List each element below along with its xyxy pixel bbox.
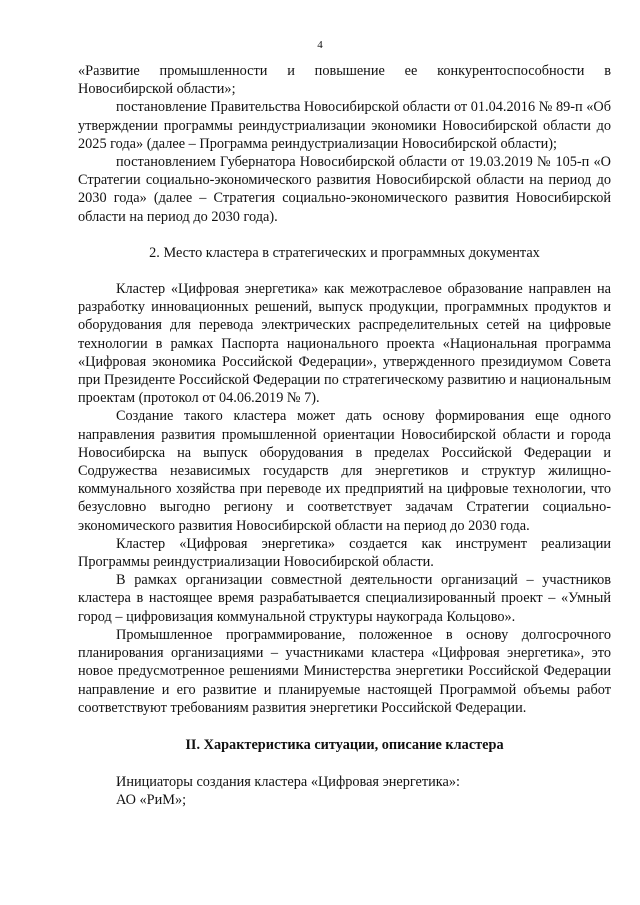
section-title: II. Характеристика ситуации, описание кластера bbox=[185, 736, 504, 753]
paragraph: В рамках организации совместной деятельности организаций – участников кластера в настоящее время разрабатывается специализированный проект – «Умный город – цифровизация коммунальной структуры наукограда Кольцово». bbox=[78, 572, 611, 625]
paragraph: Кластер «Цифровая энергетика» как межотраслевое образование направлен на разработку инновационных решений, выпуск продукции, программных продуктов и оборудования для перевода электрических распределительных сетей на цифровые технологии в рамках Паспорта национального проекта «Национальная программа «Цифровая экономика Российской Федерации», утвержденного президиумом Совета при Президенте Российской Федерации по стратегическому развитию и национальным проектам (протокол от 04.06.2019 № 7). bbox=[78, 281, 611, 407]
subsection-title: 2. Место кластера в стратегических и программных документах bbox=[149, 244, 540, 261]
initiator-item: АО «РиМ»; bbox=[116, 792, 187, 809]
document-body bbox=[78, 62, 611, 810]
paragraph: Промышленное программирование, положенное в основу долгосрочного планирования организациями – участниками кластера «Цифровая энергетика», это новое предусмотренное решениями Министерства энергетики Российской Федерации направление и его развитие и планируемые настоящей Программой объемы работ соответствуют требованиям развития энергетики Российской Федерации. bbox=[78, 626, 611, 716]
intro-item: «Развитие промышленности и повышение ее конкурентоспособности в Новосибирской области»; bbox=[78, 63, 611, 98]
paragraph: Создание такого кластера может дать основу формирования еще одного направления развития промышленной ориентации Новосибирской области и города Новосибирска на выпуск оборудования в пределах Российской Федерации и Содружества независимых государств для энергетиков и структур жилищно-коммунального хозяйства при переводе их предприятий на цифровые технологии, что безусловно выгодно региону и соответствует задачам Стратегии социально-экономического развития Новосибирской области на период до 2030 года. bbox=[78, 408, 611, 534]
paragraph: Кластер «Цифровая энергетика» создается как инструмент реализации Программы реиндустриализации Новосибирской области. bbox=[78, 535, 611, 571]
intro-item: постановлением Губернатора Новосибирской области от 19.03.2019 № 105-п «О Стратегии социально-экономического развития Новосибирской области на период до 2030 года» (далее – Стратегия социально-экономического развития Новосибирской области на период до 2030 года). bbox=[78, 154, 611, 225]
page-number: 4 bbox=[317, 39, 323, 51]
intro-item: постановление Правительства Новосибирской области от 01.04.2016 № 89-п «Об утверждении программы реиндустриализации экономики Новосибирской области до 2025 года» (далее – Программа реиндустриализации Новосибирской области); bbox=[78, 99, 611, 152]
initiators-intro: Инициаторы создания кластера «Цифровая энергетика»: bbox=[116, 774, 460, 791]
